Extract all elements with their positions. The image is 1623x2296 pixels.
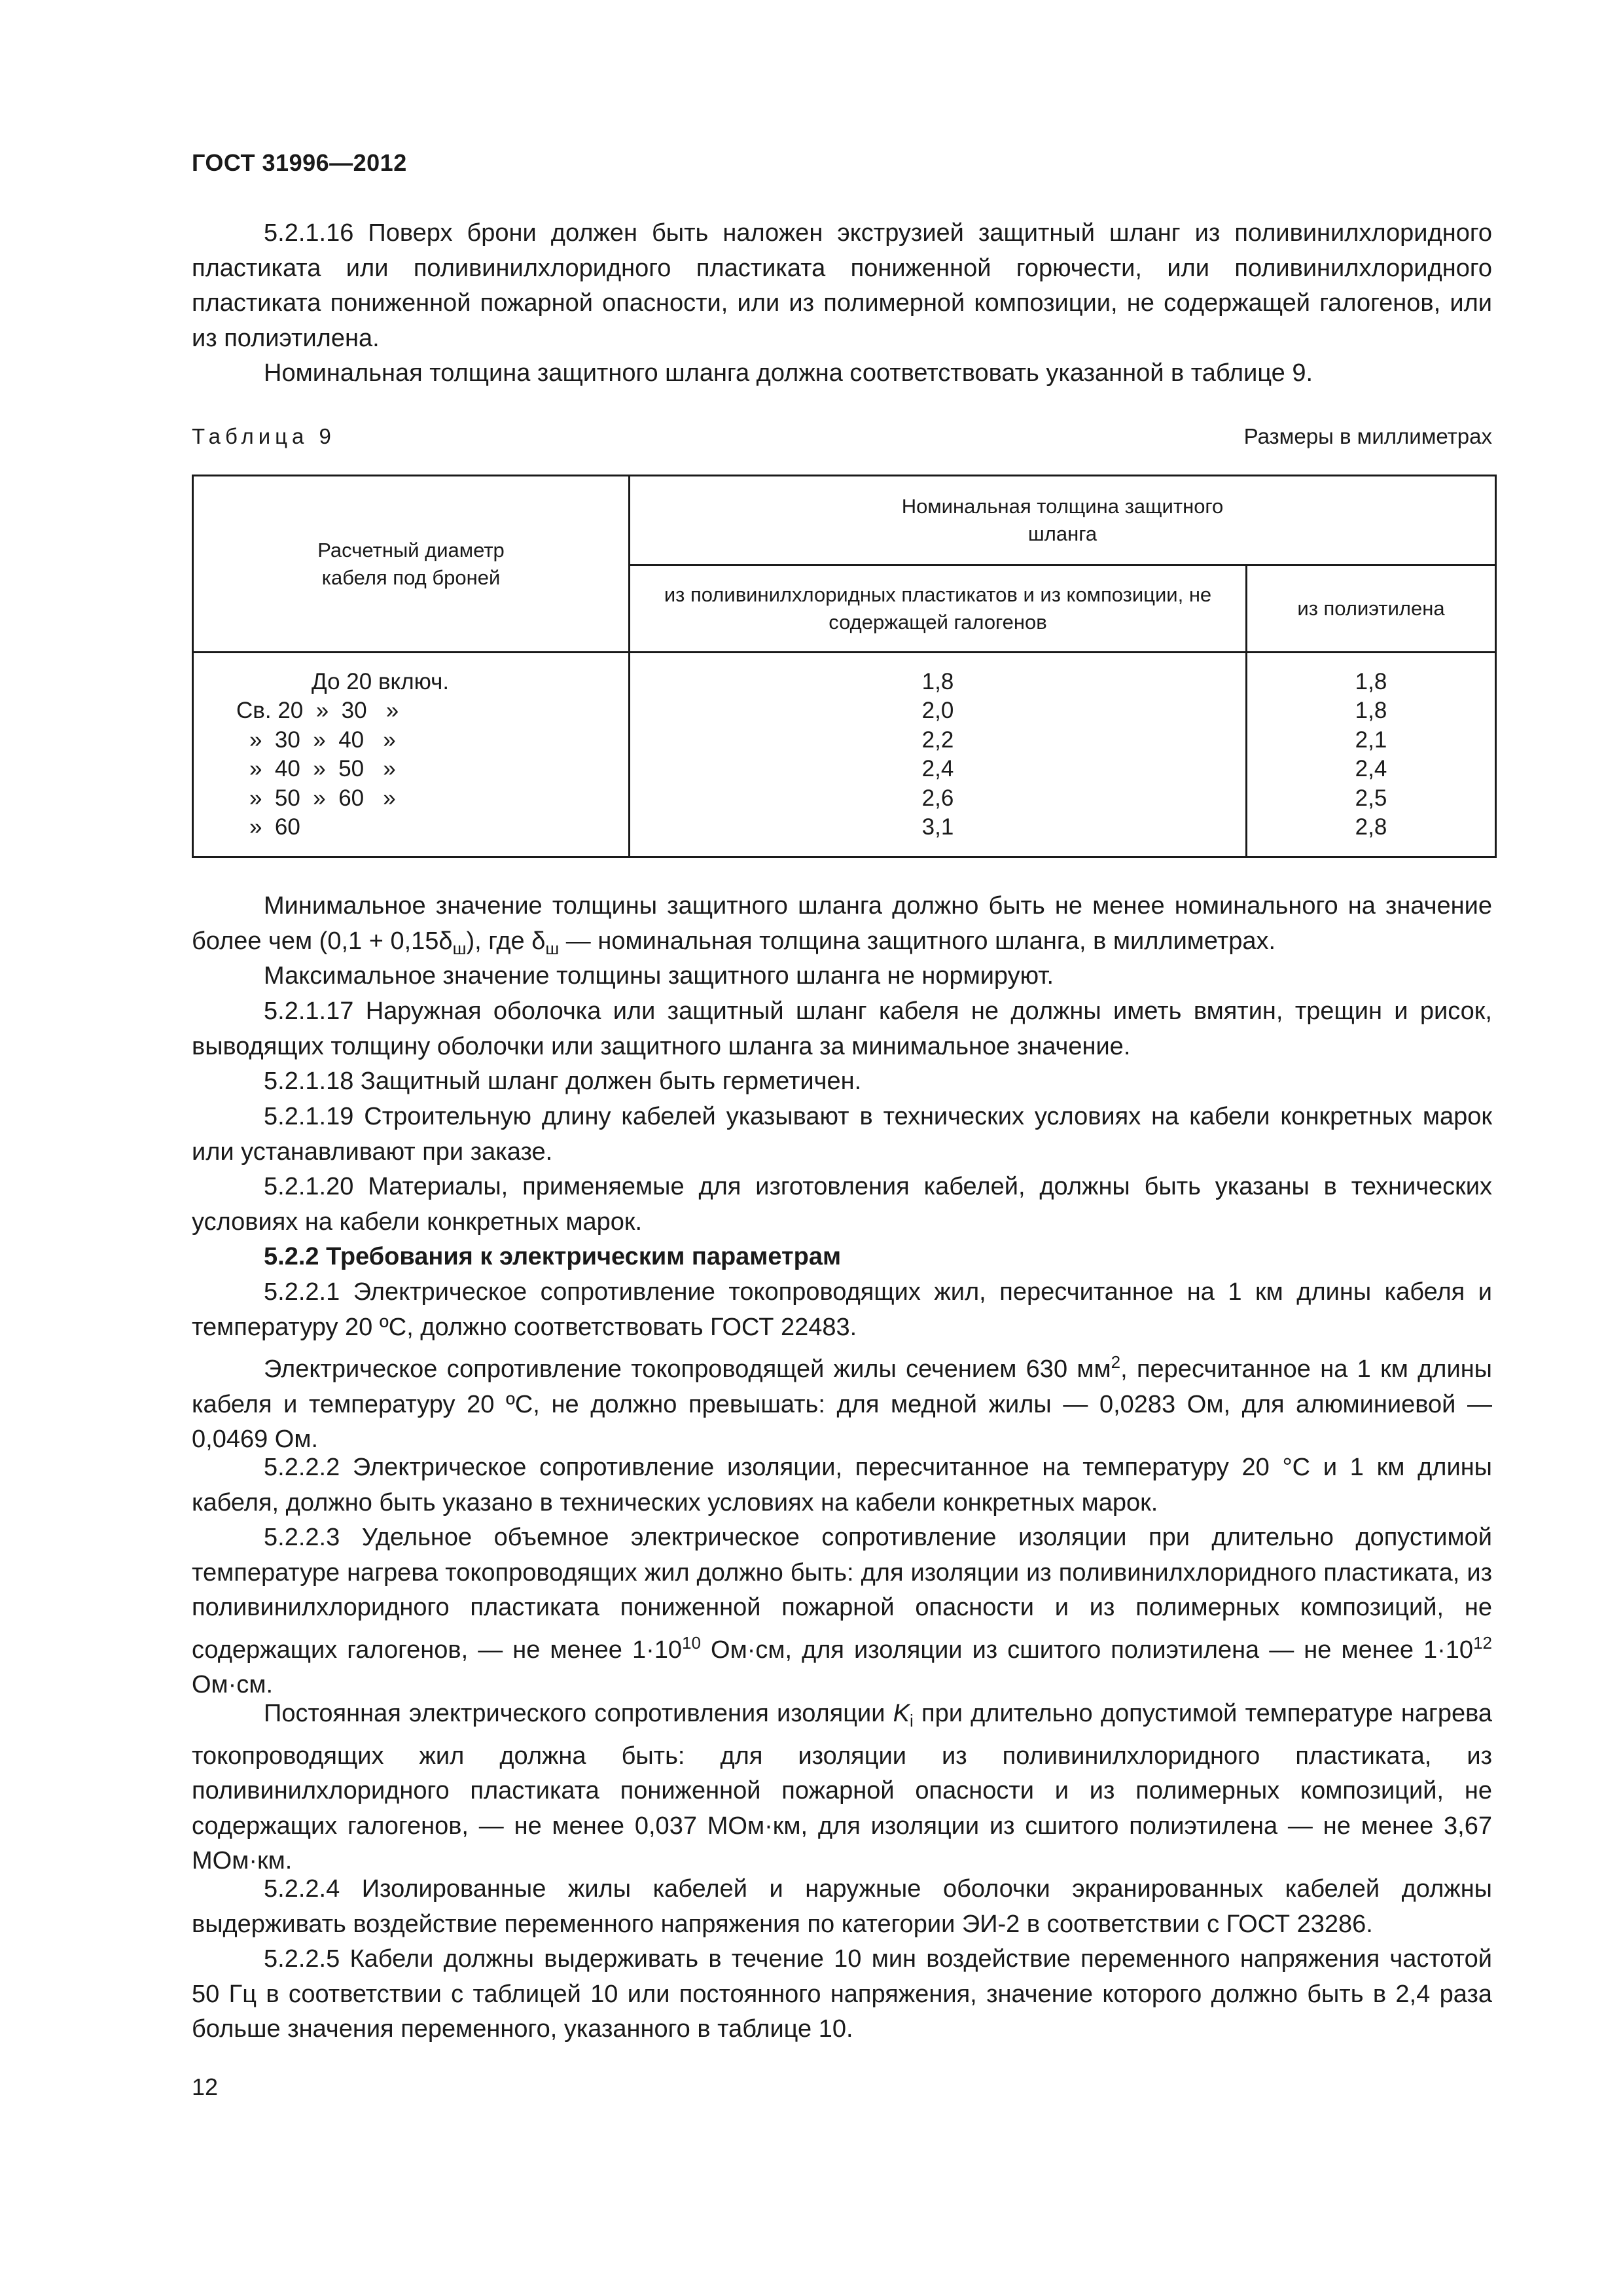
pe-value: 2,4: [1355, 756, 1387, 781]
paragraph-thickness-ref: Номинальная толщина защитного шланга должна соответствовать указанной в таблице 9.: [264, 359, 1313, 387]
header-pe: из полиэтилена: [1247, 565, 1496, 653]
diameter-row: » 40 » 50 »: [249, 756, 396, 781]
pe-value: 2,8: [1355, 814, 1387, 840]
pe-value: 1,8: [1355, 698, 1387, 723]
column-pe-values: [1247, 653, 1496, 857]
paragraph-max-thickness: Максимальное значение толщины защитного шланга не нормируют.: [264, 962, 1054, 990]
column-diameters: [193, 653, 630, 857]
pvc-value: 2,2: [921, 726, 954, 753]
paragraph-resistance-630: Электрическое сопротивление токопроводящей жилы сечением 630 $мм^2$, пересчитанное на 1 км длины кабеля и температуру 20 ºС, не должно превышать: для медной жилы — 0,0283 Ом, для алюминиевой — 0,0469 Ом.: [192, 1352, 1492, 1454]
diameter-row: Св. 20 » 30 »: [236, 698, 399, 723]
paragraph-5-2-1-17: 5.2.1.17 Наружная оболочка или защитный шланг кабеля не должны иметь вмятин, трещин и рисок, выводящих толщину оболочки или защитного шланга за минимальное значение.: [192, 997, 1492, 1060]
pvc-value: 1,8: [921, 668, 954, 694]
section-heading-5-2-2: 5.2.2 Требования к электрическим параметрам: [264, 1243, 842, 1270]
paragraph-5-2-2-5: 5.2.2.5 Кабели должны выдерживать в течение 10 мин воздействие переменного напряжения частотой 50 Гц в соответствии с таблицей 10 или постоянного напряжения, значение которого должно быть в 2,4 раза больше значения переменного, указанного в таблице 10.: [192, 1945, 1492, 2043]
header-nominal-thickness: Номинальная толщина защитного шланга: [630, 476, 1496, 565]
paragraph-5-2-1-19: 5.2.1.19 Строительную длину кабелей указывают в технических условиях на кабели конкретных марок или устанавливают при заказе.: [192, 1103, 1492, 1166]
paragraph-5-2-1-20: 5.2.1.20 Материалы, применяемые для изготовления кабелей, должны быть указаны в технических условиях на кабели конкретных марок.: [192, 1173, 1492, 1236]
column-pvc-values: [630, 653, 1247, 857]
diameter-row: » 30 » 40 »: [249, 726, 396, 753]
pvc-value: 2,6: [921, 785, 954, 811]
paragraph-ki-constant: Постоянная электрического сопротивления изоляции $K_i$ при длительно допустимой температуре нагрева токопроводящих жил должна быть: для изоляции из поливинилхлоридного пластиката, из поливинилхлоридного пластиката пониженной пожарной опасности и из полимерных композиций, не содержащих галогенов, — не менее 0,037 МОм·км, для изоляции из сшитого полиэтилена — не менее 3,67 МОм·км.: [192, 1700, 1492, 1875]
table-caption: Таблица 9: [192, 424, 336, 448]
paragraph-5-2-2-1: 5.2.2.1 Электрическое сопротивление токопроводящих жил, пересчитанное на 1 км длины кабеля и температуру 20 ºС, должно соответствовать ГОСТ 22483.: [192, 1278, 1492, 1341]
diameter-row: До 20 включ.: [312, 668, 450, 694]
pvc-value: 2,4: [921, 756, 954, 781]
diameter-row: » 50 » 60 »: [249, 785, 396, 811]
pe-value: 2,5: [1355, 785, 1387, 811]
standard-number-header: ГОСТ 31996—2012: [192, 149, 407, 176]
paragraph-5-2-1-18: 5.2.1.18 Защитный шланг должен быть герметичен.: [264, 1067, 862, 1095]
table-9: [192, 475, 1497, 858]
pe-value: 1,8: [1355, 668, 1387, 694]
diameter-row: » 60: [249, 814, 300, 840]
paragraph-5-2-1-16: 5.2.1.16 Поверх брони должен быть наложен экструзией защитный шланг из поливинилхлоридного пластиката или поливинилхлоридного пластиката пониженной горючести, или поливинилхлоридного пластиката пониженной пожарной опасности, или из полимерной композиции, не содержащей галогенов, или из полиэтилена.: [192, 219, 1492, 352]
page-number: 12: [192, 2073, 219, 2100]
paragraph-5-2-2-4: 5.2.2.4 Изолированные жилы кабелей и наружные оболочки экранированных кабелей должны выдерживать воздействие переменного напряжения по категории ЭИ-2 в соответствии с ГОСТ 23286.: [192, 1875, 1492, 1938]
header-diameter: Расчетный диаметр кабеля под броней: [193, 476, 630, 653]
pe-value: 2,1: [1355, 726, 1387, 753]
pvc-value: 3,1: [921, 814, 954, 840]
paragraph-5-2-2-2: 5.2.2.2 Электрическое сопротивление изоляции, пересчитанное на температуру 20 °С и 1 км длины кабеля, должно быть указано в технических условиях на кабели конкретных марок.: [192, 1454, 1492, 1516]
paragraph-5-2-2-3: 5.2.2.3 Удельное объемное электрическое сопротивление изоляции при длительно допустимой температуре нагрева токопроводящих жил должно быть: для изоляции из поливинилхлоридного пластиката, из поливинилхлоридного пластиката пониженной пожарной опасности и из полимерных композиций, не содержащих галогенов, — не менее $1\cdot 10^{10}$ Ом·см, для изоляции из сшитого полиэтилена — не менее $1\cdot 10^{12}$ Ом·см.: [192, 1524, 1492, 1699]
pvc-value: 2,0: [921, 698, 954, 723]
table-units: Размеры в миллиметрах: [1243, 424, 1492, 448]
paragraph-min-thickness: Минимальное значение толщины защитного шланга должно быть не менее номинального на значение более чем $(0,1 + 0,15\delta_ш)$, где $\delta_ш$ — номинальная толщина защитного шланга, в миллиметрах.: [192, 892, 1492, 958]
header-pvc: из поливинилхлоридных пластикатов и из композиции, не содержащей галогенов: [630, 565, 1247, 653]
